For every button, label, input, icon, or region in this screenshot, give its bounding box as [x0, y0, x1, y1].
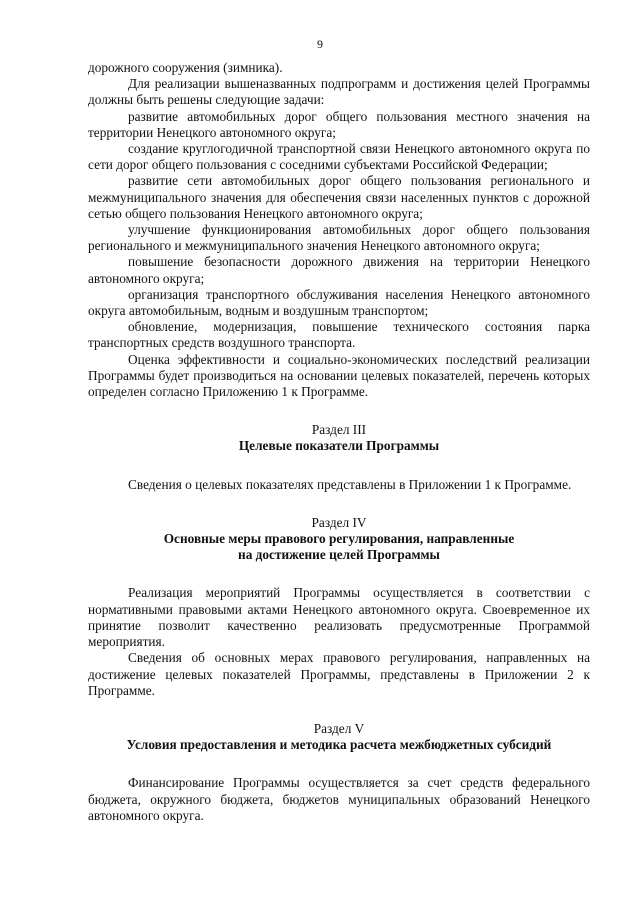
task-item: развитие сети автомобильных дорог общего пользования регионального и межмуниципального значения для обеспечения связи населенных пунктов с дорожной сетью общего пользования Ненецкого автономного округа;	[88, 173, 590, 221]
task-item: обновление, модернизация, повышение технического состояния парка транспортных средств воздушного транспорта.	[88, 319, 590, 351]
section-title-line-1: Основные меры правового регулирования, направленные	[163, 531, 515, 547]
section-title: Условия предоставления и методика расчета межбюджетных субсидий	[126, 737, 552, 753]
section-3	[88, 422, 590, 493]
paragraph: дорожного сооружения (зимника).	[88, 60, 283, 75]
task-item: создание круглогодичной транспортной связи Ненецкого автономного округа по сети дорог общего пользования с соседними субъектами Российской Федерации;	[88, 141, 590, 173]
section-title-line-2: на достижение целей Программы	[238, 547, 440, 563]
document-body	[88, 60, 590, 824]
paragraph: Для реализации вышеназванных подпрограмм и достижения целей Программы должны быть решены следующие задачи:	[88, 76, 590, 108]
paragraph: Сведения о целевых показателях представлены в Приложении 1 к Программе.	[128, 476, 572, 492]
paragraph: Оценка эффективности и социально-экономических последствий реализации Программы будет производиться на основании целевых показателей, перечень которых определен согласно Приложению 1 к Программе.	[88, 351, 590, 400]
paragraph: Сведения об основных мерах правового регулирования, направленных на достижение целевых показателей Программы, представлены в Приложении 2 к Программе.	[88, 650, 590, 698]
task-item: организация транспортного обслуживания населения Ненецкого автономного округа автомобильным, водным и воздушным транспортом;	[88, 286, 590, 319]
section-label: Раздел IV	[311, 514, 367, 530]
task-item: повышение безопасности дорожного движения на территории Ненецкого автономного округа;	[88, 254, 590, 286]
task-item: развитие автомобильных дорог общего пользования местного значения на территории Ненецкого автономного округа;	[88, 108, 590, 140]
paragraph: Финансирование Программы осуществляется за счет средств федерального бюджета, окружного бюджета, бюджетов муниципальных образований Ненецкого автономного округа.	[88, 775, 590, 823]
page-number: 9	[317, 37, 323, 51]
paragraph: Реализация мероприятий Программы осуществляется в соответствии с нормативными правовыми актами Ненецкого автономного округа. Своевременное их принятие позволит качественно реализовать предусмотренные Программой мероприятия.	[88, 585, 590, 650]
section-label: Раздел III	[311, 422, 367, 438]
section-4	[88, 515, 590, 699]
section-label: Раздел V	[313, 720, 365, 736]
task-item: улучшение функционирования автомобильных дорог общего пользования регионального и межмуниципального значения Ненецкого автономного округа;	[88, 222, 590, 254]
section-title: Целевые показатели Программы	[238, 438, 440, 454]
section-5	[88, 721, 590, 824]
